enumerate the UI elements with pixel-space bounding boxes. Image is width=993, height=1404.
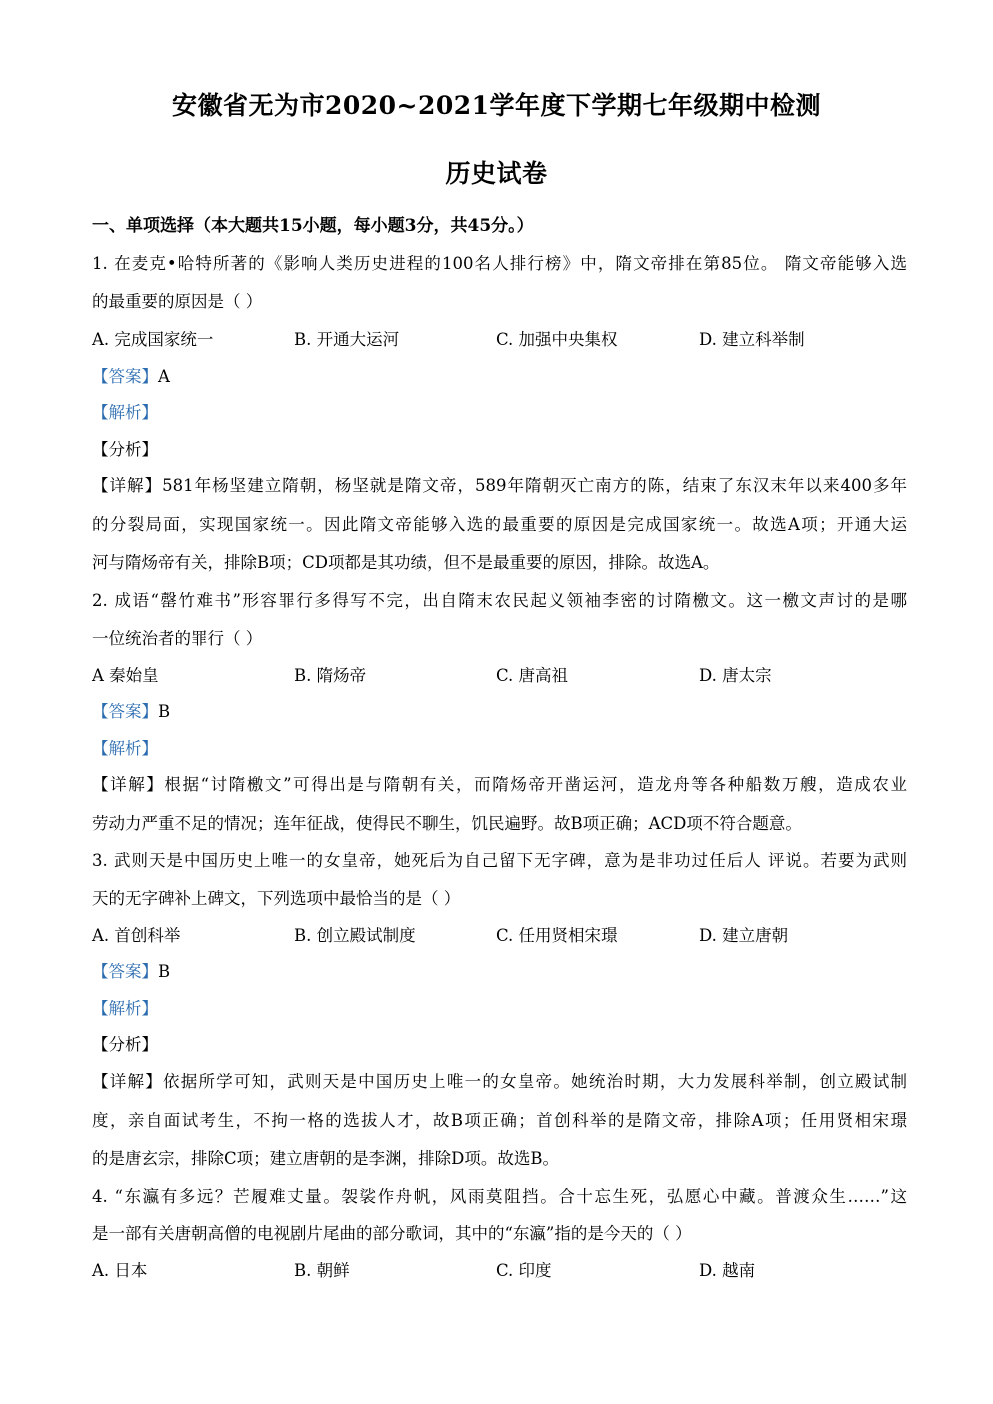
q1-option-a: A. 完成国家统一 bbox=[92, 330, 214, 349]
exam-subtitle: 历史试卷 bbox=[445, 159, 548, 188]
q4-option-b: B. 朝鲜 bbox=[294, 1261, 350, 1280]
q1-answer-value: A bbox=[158, 367, 170, 386]
section-heading: 一、单项选择（本大题共15小题，每小题3分，共45分。） bbox=[92, 216, 534, 236]
analysis-label: 【解析】 bbox=[92, 403, 158, 422]
q3-stem-line1: 3. 武则天是中国历史上唯一的女皇帝，她死后为自己留下无字碑，意为是非功过任后人 评说。若要为武则 bbox=[92, 851, 907, 870]
q2-option-b: B. 隋炀帝 bbox=[294, 666, 367, 685]
q3-option-a: A. 首创科举 bbox=[92, 926, 181, 945]
q1-detail-line3: 河与隋炀帝有关，排除B项；CD项都是其功绩，但不是最重要的原因，排除。故选A。 bbox=[92, 553, 720, 572]
q2-stem-line1: 2. 成语“罄竹难书”形容罪行多得写不完，出自隋末农民起义领袖李密的讨隋檄文。这一檄文声讨的是哪 bbox=[92, 591, 907, 610]
q3-detail-line2: 度，亲自面试考生，不拘一格的选拔人才，故B项正确；首创科举的是隋文帝，排除A项；任用贤相宋璟 bbox=[92, 1111, 907, 1130]
q1-fenxi-label: 【分析】 bbox=[92, 440, 158, 459]
q2-option-c: C. 唐高祖 bbox=[496, 666, 569, 685]
q3-detail-line3: 的是唐玄宗，排除C项；建立唐朝的是李渊，排除D项。故选B。 bbox=[92, 1149, 559, 1168]
q3-analysis-label: 【解析】 bbox=[92, 999, 158, 1018]
exam-title: 安徽省无为市2020~2021学年度下学期七年级期中检测 bbox=[171, 91, 822, 120]
q3-option-b: B. 创立殿试制度 bbox=[294, 926, 416, 945]
q3-answer: 【答案】B bbox=[92, 962, 171, 981]
q1-option-d: D. 建立科举制 bbox=[699, 330, 805, 349]
q1-detail-line2: 的分裂局面，实现国家统一。因此隋文帝能够入选的最重要的原因是完成国家统一。故选A项；开通大运 bbox=[92, 515, 907, 534]
q2-analysis-label: 【解析】 bbox=[92, 739, 158, 758]
detail-label: 【详解】 bbox=[92, 476, 163, 495]
q3-answer-value: B bbox=[158, 962, 171, 981]
q2-detail-line2: 劳动力严重不足的情况；连年征战，使得民不聊生，饥民遍野。故B项正确；ACD项不符合题意。 bbox=[92, 814, 802, 833]
q1-option-b: B. 开通大运河 bbox=[294, 330, 400, 349]
q3-detail-line1: 【详解】依据所学可知，武则天是中国历史上唯一的女皇帝。她统治时期，大力发展科举制，创立殿试制 bbox=[92, 1072, 908, 1091]
q2-answer-value: B bbox=[158, 702, 171, 721]
q1-detail-line1: 【详解】581年杨坚建立隋朝，杨坚就是隋文帝，589年隋朝灭亡南方的陈，结束了东汉末年以来400多年 bbox=[92, 476, 908, 495]
q3-stem-line2: 天的无字碑补上碑文，下列选项中最恰当的是（ ） bbox=[92, 889, 461, 908]
q1-answer bbox=[92, 365, 907, 389]
q4-option-a: A. 日本 bbox=[92, 1261, 148, 1280]
q4-stem-line1: 4. “东瀛有多远？芒履难丈量。袈裟作舟帆，风雨莫阻挡。合十忘生死，弘愿心中藏。普渡众生……”这 bbox=[92, 1187, 907, 1206]
q2-stem-line2: 一位统治者的罪行（ ） bbox=[92, 629, 263, 648]
q3-option-c: C. 任用贤相宋璟 bbox=[496, 926, 618, 945]
q1-analysis-label bbox=[92, 401, 907, 425]
q1-stem-line1: 1. 在麦克•哈特所著的《影响人类历史进程的100名人排行榜》中，隋文帝排在第85位。 隋文帝能够入选 bbox=[92, 254, 907, 273]
q2-option-d: D. 唐太宗 bbox=[699, 666, 772, 685]
q1-stem-line2: 的最重要的原因是（ ） bbox=[92, 292, 263, 311]
q3-option-d: D. 建立唐朝 bbox=[699, 926, 789, 945]
q1-option-c: C. 加强中央集权 bbox=[496, 330, 618, 349]
q2-option-a: A 秦始皇 bbox=[92, 666, 159, 685]
q4-stem-line2: 是一部有关唐朝高僧的电视剧片尾曲的部分歌词，其中的“东瀛”指的是今天的（ ） bbox=[92, 1224, 692, 1243]
q3-fenxi-label: 【分析】 bbox=[92, 1035, 158, 1054]
q4-option-c: C. 印度 bbox=[496, 1261, 552, 1280]
q2-answer: 【答案】B bbox=[92, 702, 171, 721]
answer-label: 【答案】 bbox=[92, 367, 158, 386]
q4-option-d: D. 越南 bbox=[699, 1261, 756, 1280]
q2-detail-line1: 【详解】根据“讨隋檄文”可得出是与隋朝有关，而隋炀帝开凿运河，造龙舟等各种船数万艘，造成农业 bbox=[92, 775, 908, 794]
